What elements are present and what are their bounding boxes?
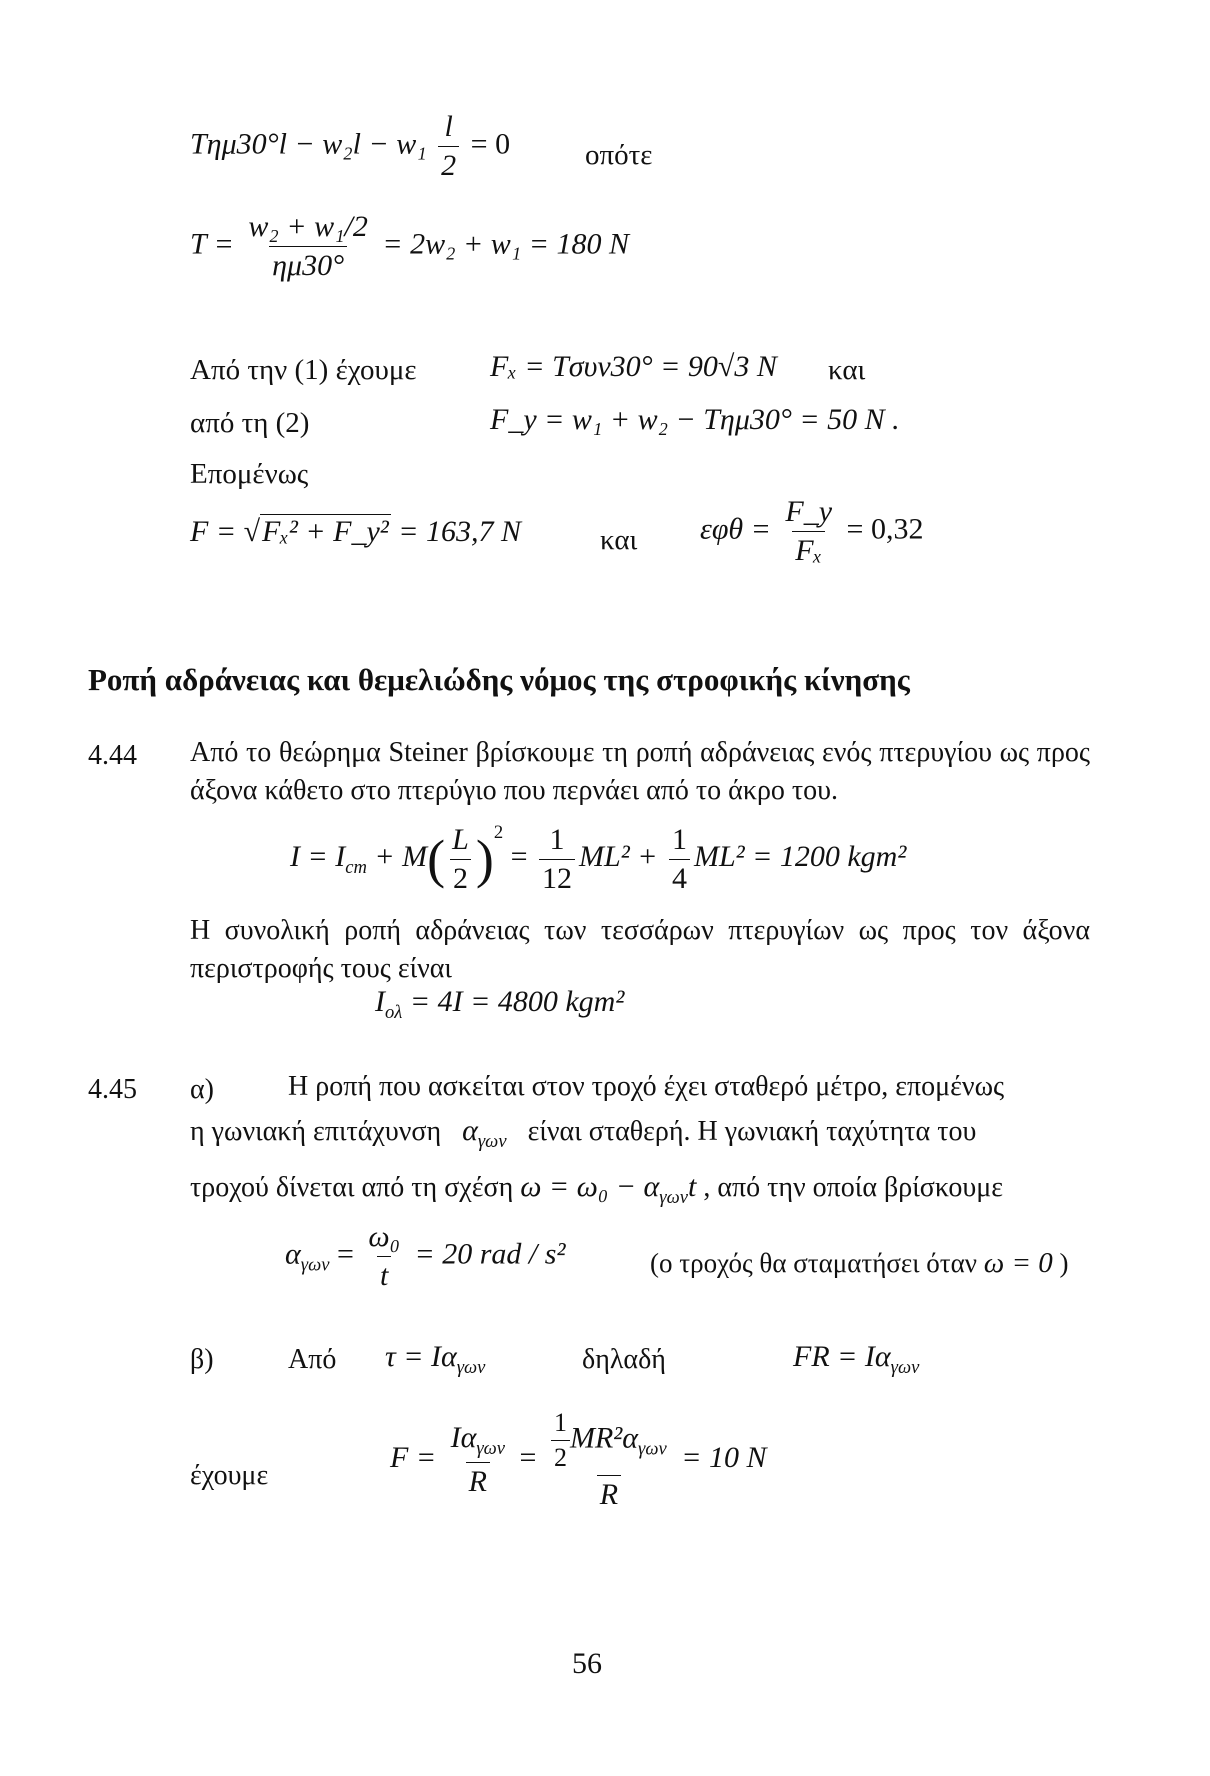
problem-number-4-44: 4.44 — [88, 740, 137, 771]
alpha: α — [462, 1114, 478, 1147]
equation-resultant — [190, 515, 521, 549]
equation-tau — [385, 1340, 485, 1379]
half-fraction — [551, 1408, 570, 1473]
subscript: γων — [659, 1187, 688, 1208]
word-opote: οπότε — [585, 139, 653, 171]
fraction — [448, 1421, 508, 1499]
denominator: ημ30° — [269, 246, 347, 283]
eq-term: τ = Iα — [385, 1340, 457, 1373]
text: τροχού δίνεται από τη σχέση — [190, 1172, 514, 1203]
numerator: F_y — [785, 495, 833, 528]
fraction — [449, 823, 472, 896]
eq-result: = 10 N — [681, 1440, 767, 1474]
denominator: R — [466, 1462, 490, 1499]
eq-term: I = I — [290, 840, 346, 873]
equation-total-inertia — [375, 985, 624, 1024]
eq-term: Tημ30°l − w₂l − w₁ — [190, 127, 427, 161]
problem-number-4-45: 4.45 — [88, 1074, 137, 1105]
equation-omega — [520, 1170, 697, 1208]
eq-result: = 163,7 N — [398, 515, 522, 548]
part-b-from: Από — [288, 1344, 337, 1375]
numerator — [548, 1408, 670, 1475]
equation-alpha — [285, 1220, 565, 1293]
equation-tension — [190, 210, 629, 283]
subscript: ολ — [385, 1002, 403, 1023]
part-a-text-line3 — [190, 1168, 1003, 1209]
part-b-label: β) — [190, 1344, 214, 1375]
text: η γωνιακή επιτάχυνση — [190, 1116, 442, 1147]
eq-result: = 2w₂ + w₁ = 180 N — [382, 227, 629, 261]
text: , από την οποία βρίσκουμε — [703, 1172, 1003, 1203]
numerator-term: MR²α — [569, 1421, 639, 1455]
eq-term: + M — [374, 840, 428, 873]
text-from-1: Από την (1) έχουμε — [190, 354, 417, 386]
exponent: 2 — [493, 822, 504, 843]
equation-angle — [700, 495, 923, 568]
fraction — [669, 823, 690, 896]
text: (ο τροχός θα σταματήσει όταν — [650, 1248, 977, 1278]
text-therefore: Επομένως — [190, 458, 309, 490]
denominator: 12 — [539, 859, 575, 896]
eq-result: = 0,32 — [846, 512, 924, 546]
denominator: 2 — [551, 1440, 570, 1473]
eq-term: ML² + — [579, 840, 658, 873]
eq-sign: = — [519, 1440, 537, 1474]
fraction — [539, 823, 575, 896]
numerator: L — [452, 822, 469, 856]
fraction — [438, 110, 459, 183]
part-a-text-line2 — [190, 1112, 976, 1153]
equation-omega-zero: ω = 0 — [983, 1247, 1053, 1279]
denominator: Fₓ — [792, 531, 825, 568]
eq-sign: = — [510, 840, 528, 873]
page-number: 56 — [572, 1647, 602, 1680]
eq-term: F = — [190, 515, 237, 548]
eq-term: I — [375, 985, 385, 1018]
subscript: γων — [300, 1254, 330, 1276]
text: είναι σταθερή. Η γωνιακή ταχύτητα του — [527, 1116, 977, 1147]
part-a-label: α) — [190, 1074, 214, 1105]
eq-result: = 20 rad / s² — [414, 1237, 566, 1271]
eq-term: t — [687, 1170, 697, 1203]
denominator: 4 — [669, 859, 690, 896]
text: ) — [1059, 1248, 1069, 1278]
denominator: t — [377, 1256, 391, 1293]
eq-result: ML² = 1200 kgm² — [693, 840, 907, 873]
eq-term: ω = ω₀ − α — [520, 1170, 660, 1203]
eq-result: = 4I = 4800 kgm² — [409, 985, 625, 1018]
fraction — [548, 1408, 670, 1512]
part-a-text-line1: Η ροπή που ασκείται στον τροχό έχει σταθερό μέτρο, επομένως — [288, 1071, 1005, 1102]
numerator: 1 — [553, 1408, 567, 1437]
paren-close: ) — [475, 829, 494, 890]
sqrt-sign: √ — [243, 515, 261, 548]
subscript: γων — [477, 1131, 507, 1152]
numerator: w₂ + w₁/2 — [248, 210, 368, 243]
fraction — [365, 1220, 403, 1293]
equation-fx: Fₓ = Tσυν30° = 90√3 N — [490, 350, 777, 383]
subscript: γων — [476, 1438, 506, 1459]
eq-term: T = — [190, 227, 234, 261]
subscript: γων — [890, 1357, 920, 1378]
subscript: cm — [345, 857, 367, 878]
text-from-2: από τη (2) — [190, 407, 310, 439]
equation-fr — [793, 1340, 919, 1379]
numerator: 1 — [671, 822, 687, 856]
stop-note — [650, 1245, 1069, 1281]
denominator: 2 — [450, 859, 471, 896]
fraction — [782, 495, 835, 568]
equation-force — [390, 1408, 767, 1512]
problem-4-44-total: Η συνολική ροπή αδράνειας των τεσσάρων πτερυγίων ως προς τον άξονα περιστροφής τους είναι — [190, 915, 1090, 984]
part-b-that-is: δηλαδή — [582, 1344, 666, 1375]
equation-torque-balance — [190, 110, 510, 183]
eq-term: α — [285, 1237, 301, 1271]
numerator: ω₀ — [368, 1220, 401, 1253]
subscript: γων — [456, 1357, 486, 1378]
equation-fy: F_y = w₁ + w₂ − Tημ30° = 50 N . — [490, 403, 900, 436]
alpha-symbol — [462, 1114, 507, 1152]
paren-open: ( — [427, 829, 446, 890]
word-kai: και — [828, 354, 866, 386]
eq-term: εφθ = — [700, 512, 771, 546]
numerator: l — [444, 110, 453, 143]
section-heading: Ροπή αδράνειας και θεμελιώδης νόμος της στροφικής κίνησης — [88, 662, 910, 697]
sqrt-content: Fₓ² + F_y² — [262, 515, 389, 548]
subscript: γων — [638, 1438, 667, 1460]
eq-term: F = — [390, 1440, 437, 1474]
part-b-we-have: έχουμε — [190, 1460, 269, 1491]
eq-sign: = — [336, 1237, 354, 1271]
numerator-term: Iα — [450, 1421, 477, 1454]
denominator: R — [597, 1475, 621, 1512]
equation-steiner — [290, 822, 906, 896]
eq-result: = 0 — [470, 127, 511, 161]
fraction — [245, 210, 370, 283]
numerator: 1 — [549, 822, 565, 856]
problem-4-44-intro: Από το θεώρημα Steiner βρίσκουμε τη ροπή αδράνειας ενός πτερυγίου ως προς άξονα κάθετο στο πτερύγιο που περνάει από το άκρο του. — [190, 737, 1090, 806]
eq-term: FR = Iα — [793, 1340, 891, 1373]
denominator: 2 — [438, 146, 459, 183]
numerator — [448, 1421, 508, 1462]
word-kai-2: και — [600, 524, 638, 556]
